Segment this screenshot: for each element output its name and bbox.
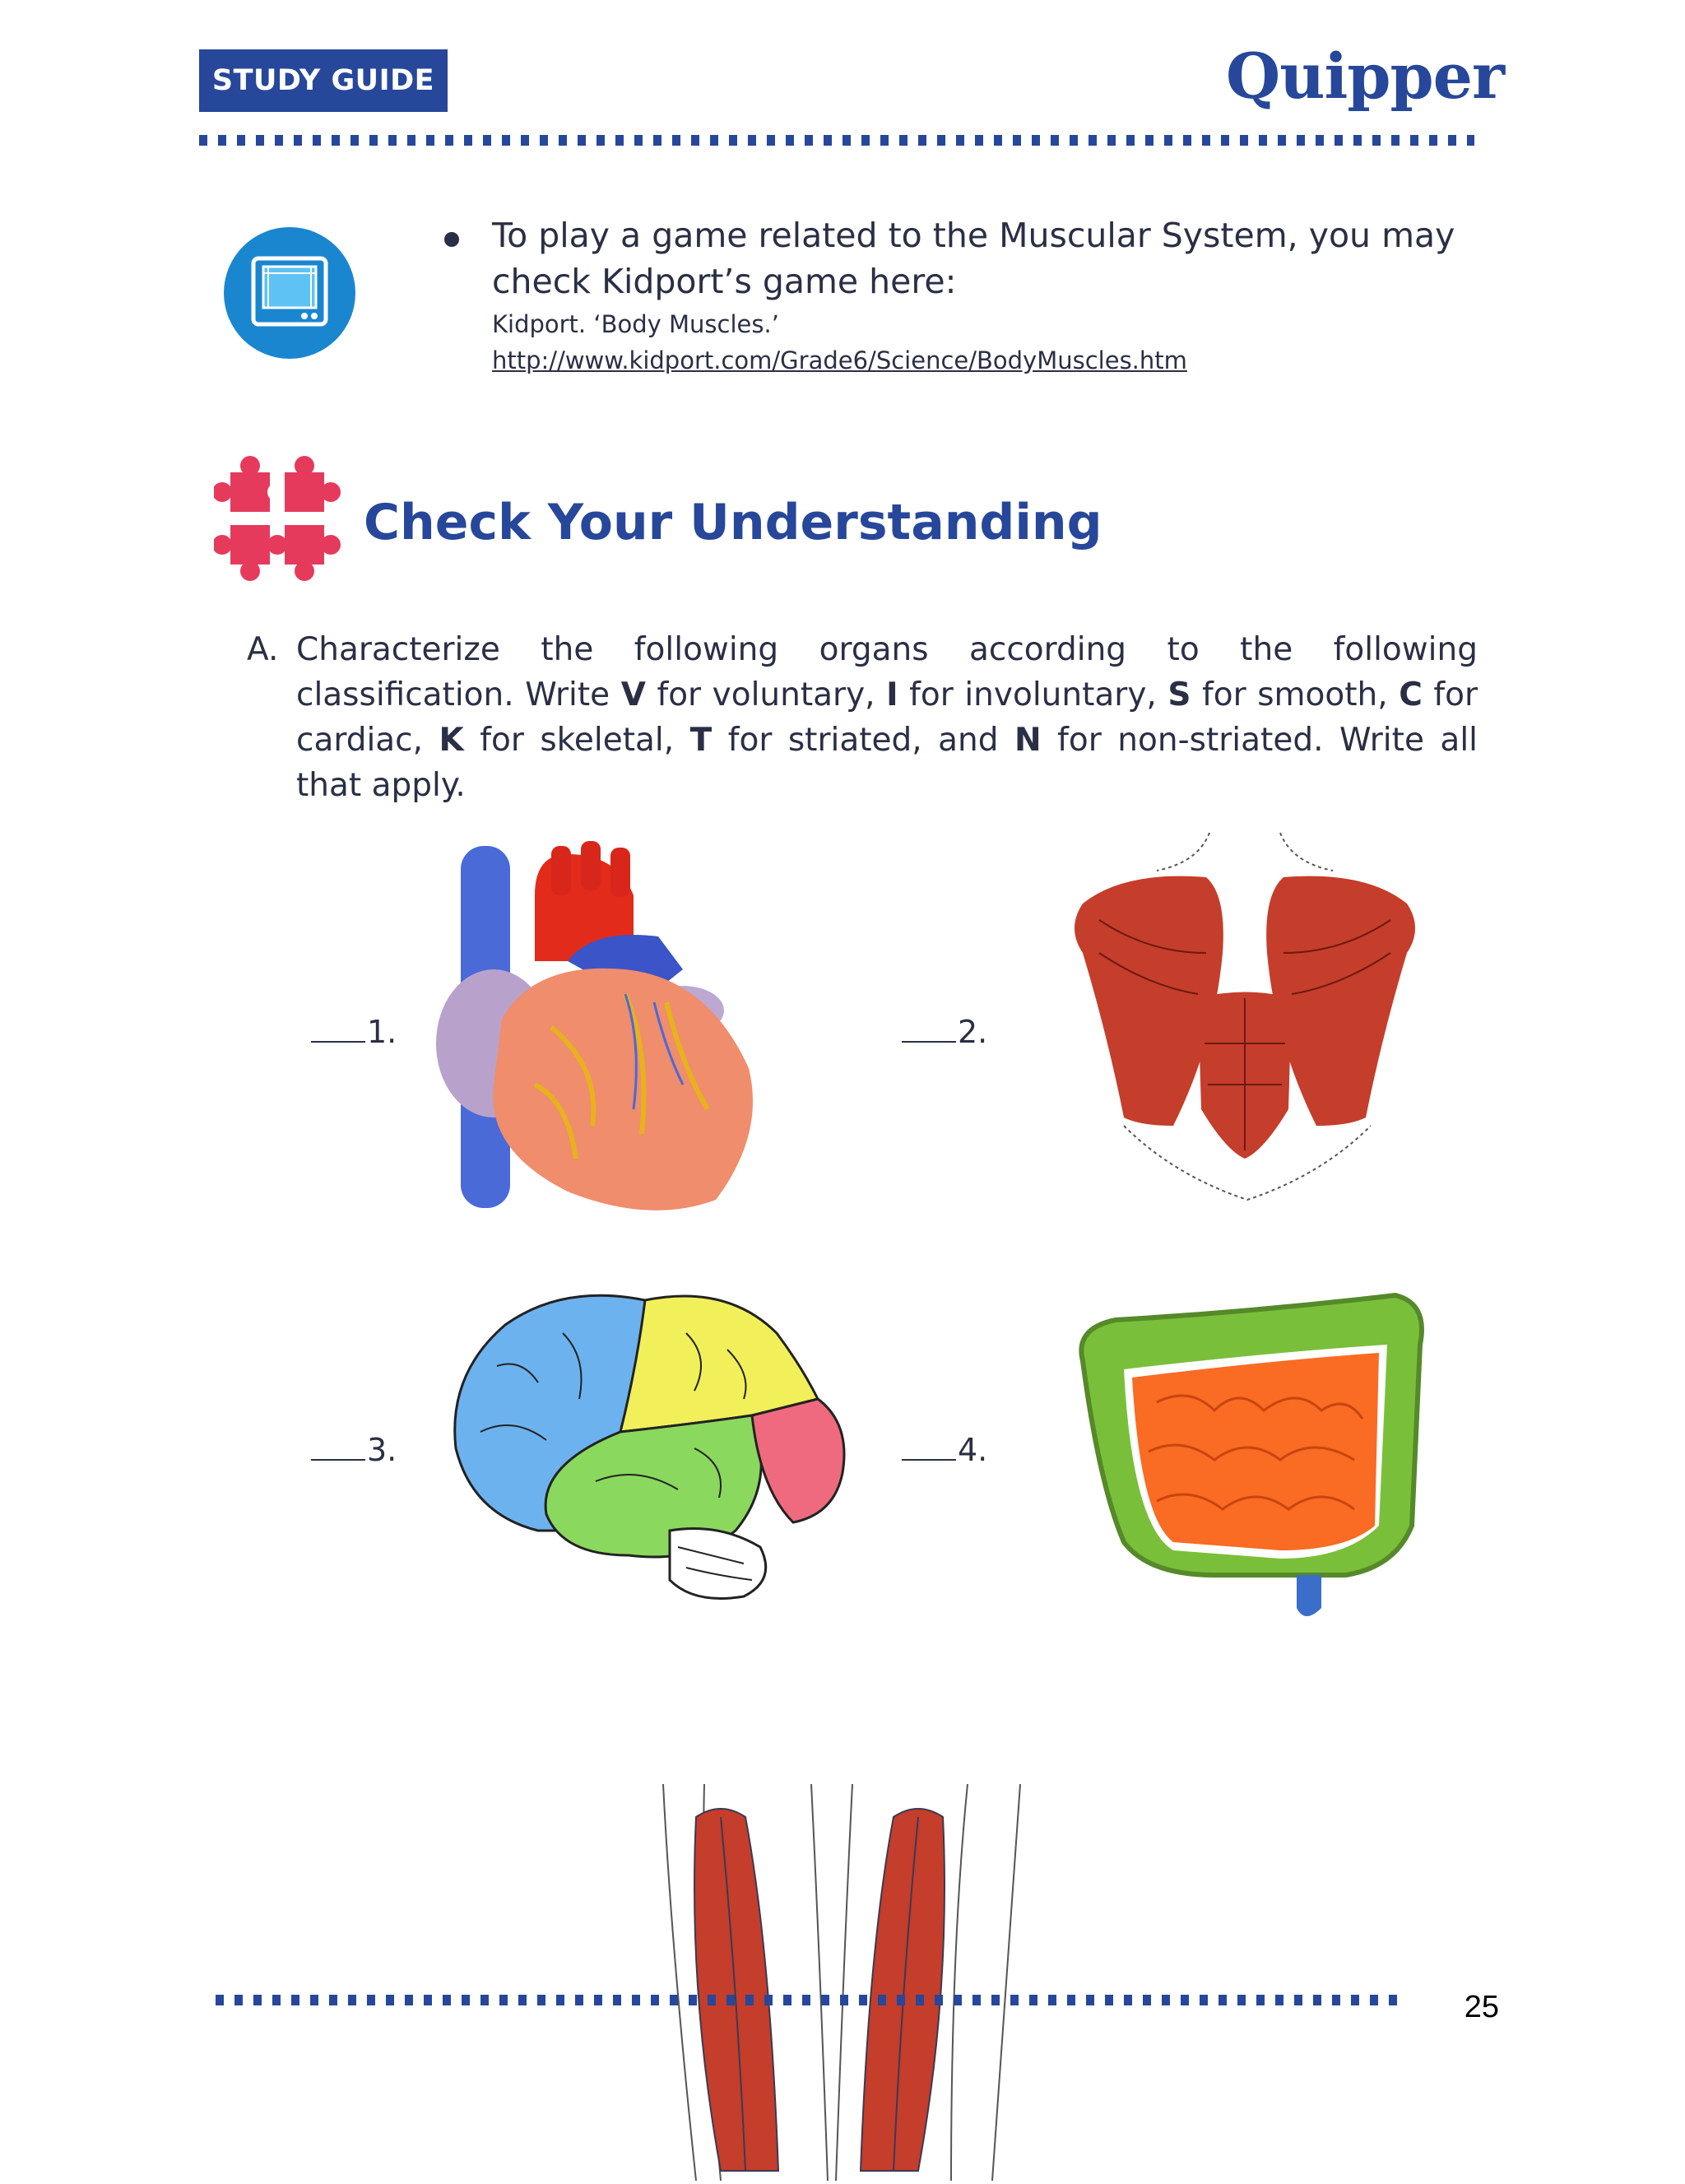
header-dotted-divider	[199, 135, 1474, 146]
item-2-blank[interactable]: 2.	[902, 1014, 987, 1050]
heart-image	[436, 838, 765, 1228]
resource-source	[492, 306, 1187, 379]
question-letter: A.	[247, 631, 279, 668]
source-name: Kidport. ‘Body Muscles.’	[492, 310, 779, 338]
brain-image	[448, 1284, 851, 1608]
study-guide-badge: STUDY GUIDE	[199, 49, 448, 112]
bullet-icon	[444, 232, 459, 247]
intestines-image	[1050, 1279, 1437, 1628]
tablet-screen-icon	[224, 227, 355, 359]
source-link[interactable]: http://www.kidport.com/Grade6/Science/BodyMuscles.htm	[492, 346, 1187, 374]
page-number: 25	[1464, 1990, 1499, 2024]
resource-text: To play a game related to the Muscular System, you may check Kidport’s game here:	[492, 216, 1455, 301]
footer-dotted-divider	[216, 1995, 1399, 2005]
item-3-blank[interactable]: 3.	[311, 1432, 397, 1468]
quipper-logo: Quipper	[1226, 39, 1505, 113]
leg-muscles-image	[655, 1784, 1028, 2184]
item-1-blank[interactable]: 1.	[311, 1014, 397, 1050]
question-instructions: Characterize the following organs according to the following classification. Write V for voluntary, I for involuntary, S for smooth, C for cardiac, K for skeletal, T for striated, and N for non-striated. Write all that apply.	[296, 631, 1478, 804]
section-title: Check Your Understanding	[364, 494, 1102, 551]
item-4-blank[interactable]: 4.	[902, 1432, 987, 1468]
chest-muscles-image	[1058, 829, 1432, 1211]
puzzle-icon	[214, 454, 341, 582]
